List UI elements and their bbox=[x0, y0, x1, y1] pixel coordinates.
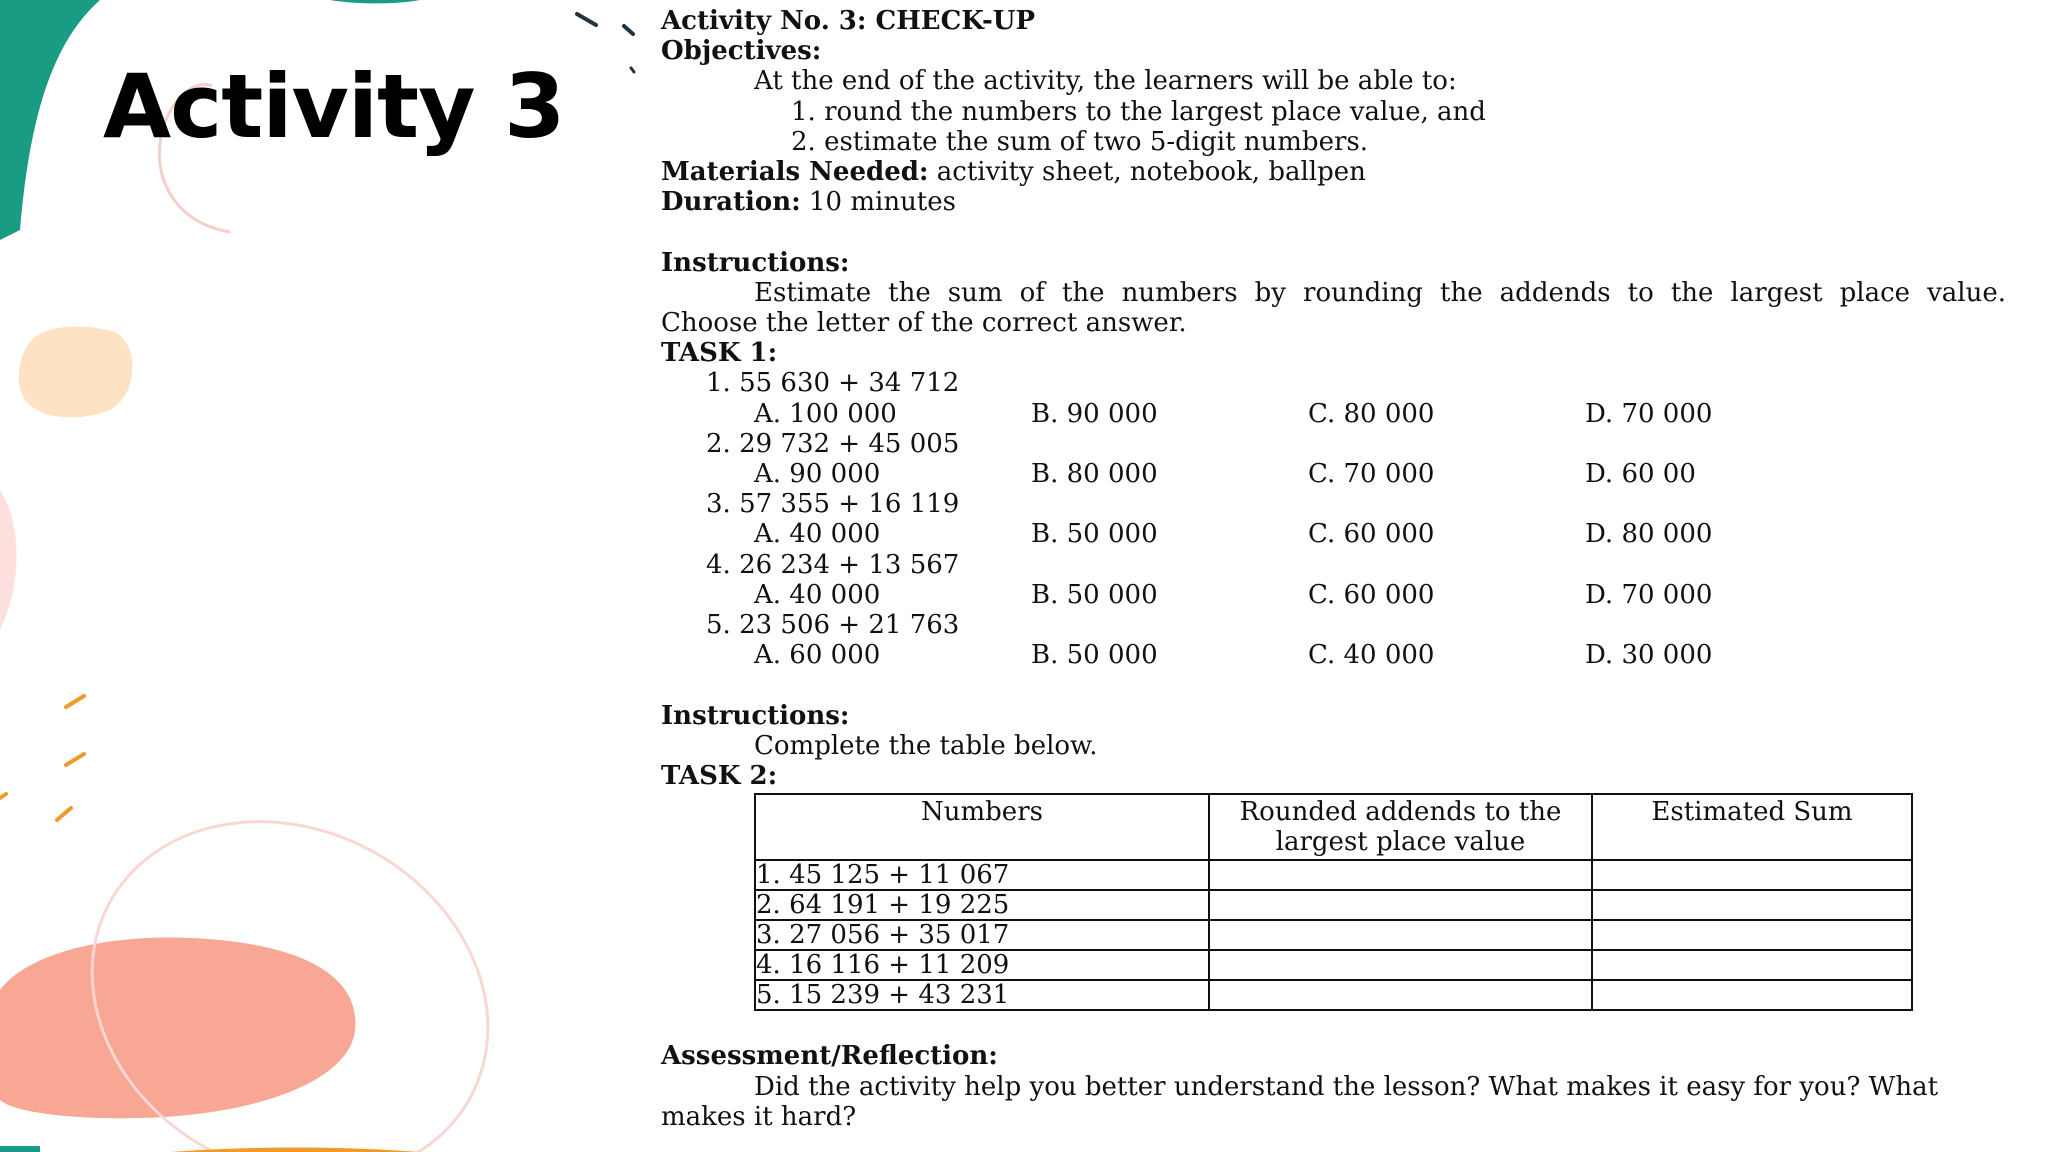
rounded-addends-cell[interactable] bbox=[1209, 950, 1592, 980]
rounded-addends-cell[interactable] bbox=[1209, 890, 1592, 920]
instructions-label: Instructions: bbox=[661, 700, 850, 731]
instructions-text: Choose the letter of the correct answer. bbox=[661, 308, 1187, 339]
question-text: 5. 23 506 + 21 763 bbox=[706, 610, 960, 641]
numbers-cell: 2. 64 191 + 19 225 bbox=[755, 890, 1209, 920]
option-d: D. 70 000 bbox=[1585, 398, 1713, 429]
table-row bbox=[755, 920, 1912, 950]
estimated-sum-cell[interactable] bbox=[1592, 890, 1912, 920]
objectives-label: Objectives: bbox=[661, 36, 822, 67]
duration-line bbox=[661, 187, 2006, 217]
option-d: D. 30 000 bbox=[1585, 640, 1713, 671]
assessment-text: Did the activity help you better understand the lesson? What makes it easy for you? What makes it hard? bbox=[661, 1071, 1939, 1132]
dark-tick-mark bbox=[624, 26, 633, 34]
instructions-text: Complete the table below. bbox=[754, 730, 1098, 761]
option-a: A. 60 000 bbox=[754, 640, 881, 671]
column-header-estimated-sum: Estimated Sum bbox=[1592, 794, 1912, 860]
salmon-blob bbox=[0, 937, 355, 1118]
option-c: C. 70 000 bbox=[1308, 459, 1435, 490]
rounded-addends-cell[interactable] bbox=[1209, 920, 1592, 950]
task1-questions bbox=[661, 368, 2006, 670]
instructions-label: Instructions: bbox=[661, 247, 850, 278]
answer-options bbox=[661, 580, 2006, 610]
orange-dash bbox=[0, 794, 6, 798]
teal-top-accent bbox=[330, 0, 420, 3]
task1-label: TASK 1: bbox=[661, 338, 778, 369]
option-b: B. 50 000 bbox=[1031, 579, 1158, 610]
task2-table bbox=[754, 793, 1913, 1011]
answer-options bbox=[661, 459, 2006, 489]
objective-item: 1. round the numbers to the largest place value, and bbox=[791, 96, 1486, 127]
materials-value: activity sheet, notebook, ballpen bbox=[936, 157, 1366, 188]
materials-label: Materials Needed: bbox=[661, 157, 929, 188]
pink-edge-shape bbox=[0, 490, 17, 630]
option-d: D. 70 000 bbox=[1585, 579, 1713, 610]
rounded-addends-cell[interactable] bbox=[1209, 860, 1592, 890]
assessment-label: Assessment/Reflection: bbox=[661, 1041, 998, 1072]
option-c: C. 40 000 bbox=[1308, 640, 1435, 671]
teal-bottom-accent bbox=[0, 1146, 40, 1152]
table-row bbox=[755, 890, 1912, 920]
question-text: 3. 57 355 + 16 119 bbox=[706, 489, 960, 520]
numbers-cell: 5. 15 239 + 43 231 bbox=[755, 980, 1209, 1010]
option-b: B. 80 000 bbox=[1031, 459, 1158, 490]
peach-blob bbox=[19, 326, 133, 417]
task2-label: TASK 2: bbox=[661, 761, 778, 792]
option-b: B. 50 000 bbox=[1031, 519, 1158, 550]
dark-tick-mark bbox=[631, 68, 634, 72]
option-c: C. 80 000 bbox=[1308, 398, 1435, 429]
column-header-numbers: Numbers bbox=[755, 794, 1209, 860]
option-a: A. 40 000 bbox=[754, 579, 881, 610]
rounded-addends-cell[interactable] bbox=[1209, 980, 1592, 1010]
numbers-cell: 3. 27 056 + 35 017 bbox=[755, 920, 1209, 950]
option-a: A. 40 000 bbox=[754, 519, 881, 550]
question-text: 2. 29 732 + 45 005 bbox=[706, 428, 960, 459]
option-c: C. 60 000 bbox=[1308, 579, 1435, 610]
slide-title: Activity 3 bbox=[103, 55, 565, 158]
option-b: B. 50 000 bbox=[1031, 640, 1158, 671]
materials-line bbox=[661, 157, 2006, 187]
option-c: C. 60 000 bbox=[1308, 519, 1435, 550]
activity-heading: Activity No. 3: CHECK-UP bbox=[661, 6, 1036, 36]
answer-options bbox=[661, 519, 2006, 549]
objective-item: 2. estimate the sum of two 5-digit numbers. bbox=[791, 126, 1369, 157]
table-row bbox=[755, 950, 1912, 980]
activity-document bbox=[661, 6, 2006, 1132]
column-header-rounded-addends: Rounded addends to the largest place value bbox=[1209, 794, 1592, 860]
estimated-sum-cell[interactable] bbox=[1592, 980, 1912, 1010]
orange-dash bbox=[66, 696, 84, 707]
instructions-text: Estimate the sum of the numbers by rounding the addends to the largest place value. bbox=[754, 277, 2006, 308]
duration-label: Duration: bbox=[661, 187, 801, 218]
option-d: D. 80 000 bbox=[1585, 519, 1713, 550]
option-b: B. 90 000 bbox=[1031, 398, 1158, 429]
answer-options bbox=[661, 640, 2006, 670]
option-a: A. 100 000 bbox=[754, 398, 897, 429]
numbers-cell: 1. 45 125 + 11 067 bbox=[755, 860, 1209, 890]
estimated-sum-cell[interactable] bbox=[1592, 950, 1912, 980]
orange-dash bbox=[57, 808, 71, 820]
objectives-intro: At the end of the activity, the learners will be able to: bbox=[754, 66, 1457, 97]
table-row bbox=[755, 980, 1912, 1010]
answer-options bbox=[661, 399, 2006, 429]
estimated-sum-cell[interactable] bbox=[1592, 920, 1912, 950]
dark-tick-mark bbox=[577, 14, 596, 25]
teal-corner-shape bbox=[0, 0, 100, 240]
table-header-row bbox=[755, 794, 1912, 860]
option-a: A. 90 000 bbox=[754, 459, 881, 490]
orange-dash bbox=[66, 754, 84, 765]
numbers-cell: 4. 16 116 + 11 209 bbox=[755, 950, 1209, 980]
option-d: D. 60 00 bbox=[1585, 459, 1696, 490]
table-row bbox=[755, 860, 1912, 890]
question-text: 1. 55 630 + 34 712 bbox=[706, 368, 960, 399]
duration-value: 10 minutes bbox=[809, 187, 956, 218]
question-text: 4. 26 234 + 13 567 bbox=[706, 549, 960, 580]
estimated-sum-cell[interactable] bbox=[1592, 860, 1912, 890]
